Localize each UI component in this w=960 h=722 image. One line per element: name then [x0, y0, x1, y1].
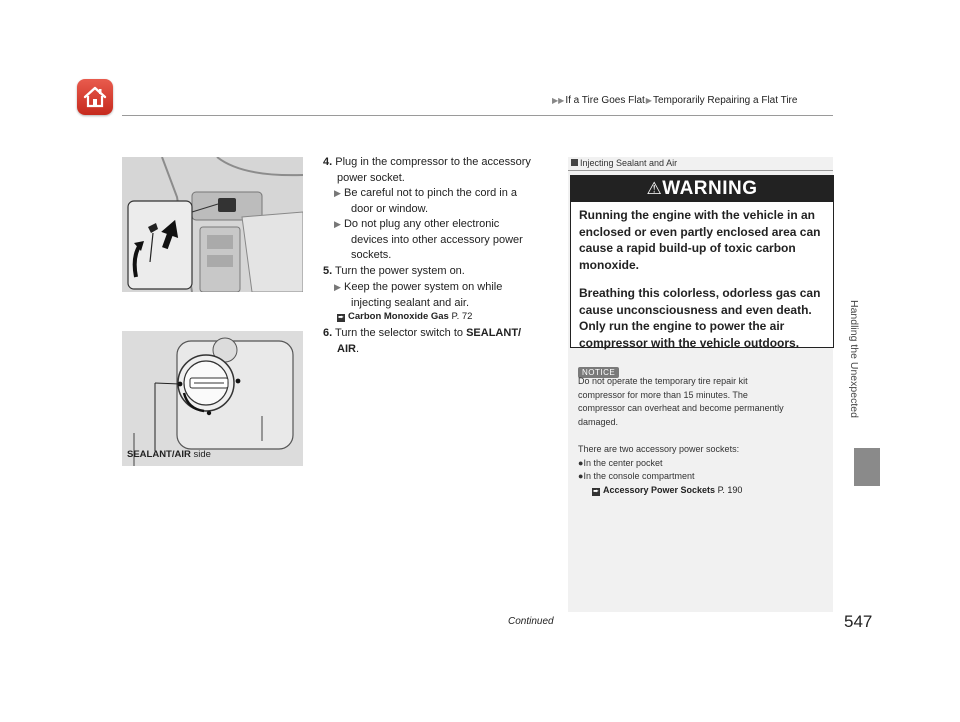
selector-switch-illustration	[122, 331, 303, 466]
figure-callout-label: SEALANT/AIR side	[127, 449, 211, 460]
xref-link-icon: ➨	[338, 314, 344, 321]
breadcrumb	[551, 95, 797, 106]
xref-accessory-power-sockets[interactable]: ➨ Accessory Power Sockets P. 190	[593, 485, 743, 495]
bullet-dot-icon: ●	[578, 471, 584, 481]
bullet-arrow-icon: ▶	[334, 219, 341, 229]
note-marker-icon	[571, 159, 578, 166]
header-rule	[122, 115, 833, 116]
warning-box	[570, 175, 834, 348]
note-title: Injecting Sealant and Air	[571, 158, 677, 168]
warning-triangle-icon: ⚠	[646, 179, 663, 198]
console-socket-illustration	[122, 157, 303, 292]
step-4-sub-2: ▶ Do not plug any other electronic devices into other accessory power sockets.	[334, 218, 523, 261]
home-button[interactable]	[77, 79, 113, 115]
bullet-arrow-icon: ▶	[334, 188, 341, 198]
bullet-arrow-icon: ▶	[334, 282, 341, 292]
breadcrumb-item[interactable]: If a Tire Goes Flat	[565, 95, 645, 106]
xref-link-icon: ➨	[593, 488, 599, 495]
step-6: 6. Turn the selector switch to SEALANT/ AIR.	[323, 327, 522, 355]
home-icon	[82, 85, 108, 109]
step-5: 5. Turn the power system on.	[323, 265, 465, 277]
breadcrumb-arrow-icon: ▶▶	[552, 96, 565, 105]
breadcrumb-item[interactable]: Temporarily Repairing a Flat Tire	[652, 95, 798, 106]
notice-badge: NOTICE	[578, 367, 619, 378]
side-tab-label[interactable]: Handling the Unexpected	[848, 300, 860, 418]
step-4-sub-1: ▶ Be careful not to pinch the cord in a door or window.	[334, 187, 518, 215]
continued-label: Continued	[508, 616, 554, 627]
notice-text: Do not operate the temporary tire repair kit compressor for more than 15 minutes. The compressor can overheat and become permanently damaged.	[578, 376, 784, 427]
warning-text: Running the engine with the vehicle in an enclosed or even partly enclosed area can cause a rapid build-up of toxic carbon monoxide. Breathing this colorless, odorless gas can cause unconsciousness and even death. Only run the engine to power the air compressor with the vehicle outdoors.	[579, 208, 821, 350]
note-title-rule	[568, 170, 833, 171]
step-4: 4. Plug in the compressor to the accessory power socket.	[323, 156, 531, 184]
side-tab-marker	[854, 448, 880, 486]
page-number: 547	[844, 612, 873, 631]
breadcrumb-arrow-icon: ▶	[645, 96, 652, 105]
bullet-dot-icon: ●	[578, 457, 584, 468]
warning-heading: ⚠WARNING	[571, 176, 833, 202]
xref-carbon-monoxide[interactable]: ➨ Carbon Monoxide Gas P. 72	[338, 311, 473, 322]
step-5-sub-1: ▶ Keep the power system on while injecting sealant and air.	[334, 281, 503, 309]
sockets-text: There are two accessory power sockets: ●In the center pocket ●In the console compartment	[578, 444, 740, 481]
